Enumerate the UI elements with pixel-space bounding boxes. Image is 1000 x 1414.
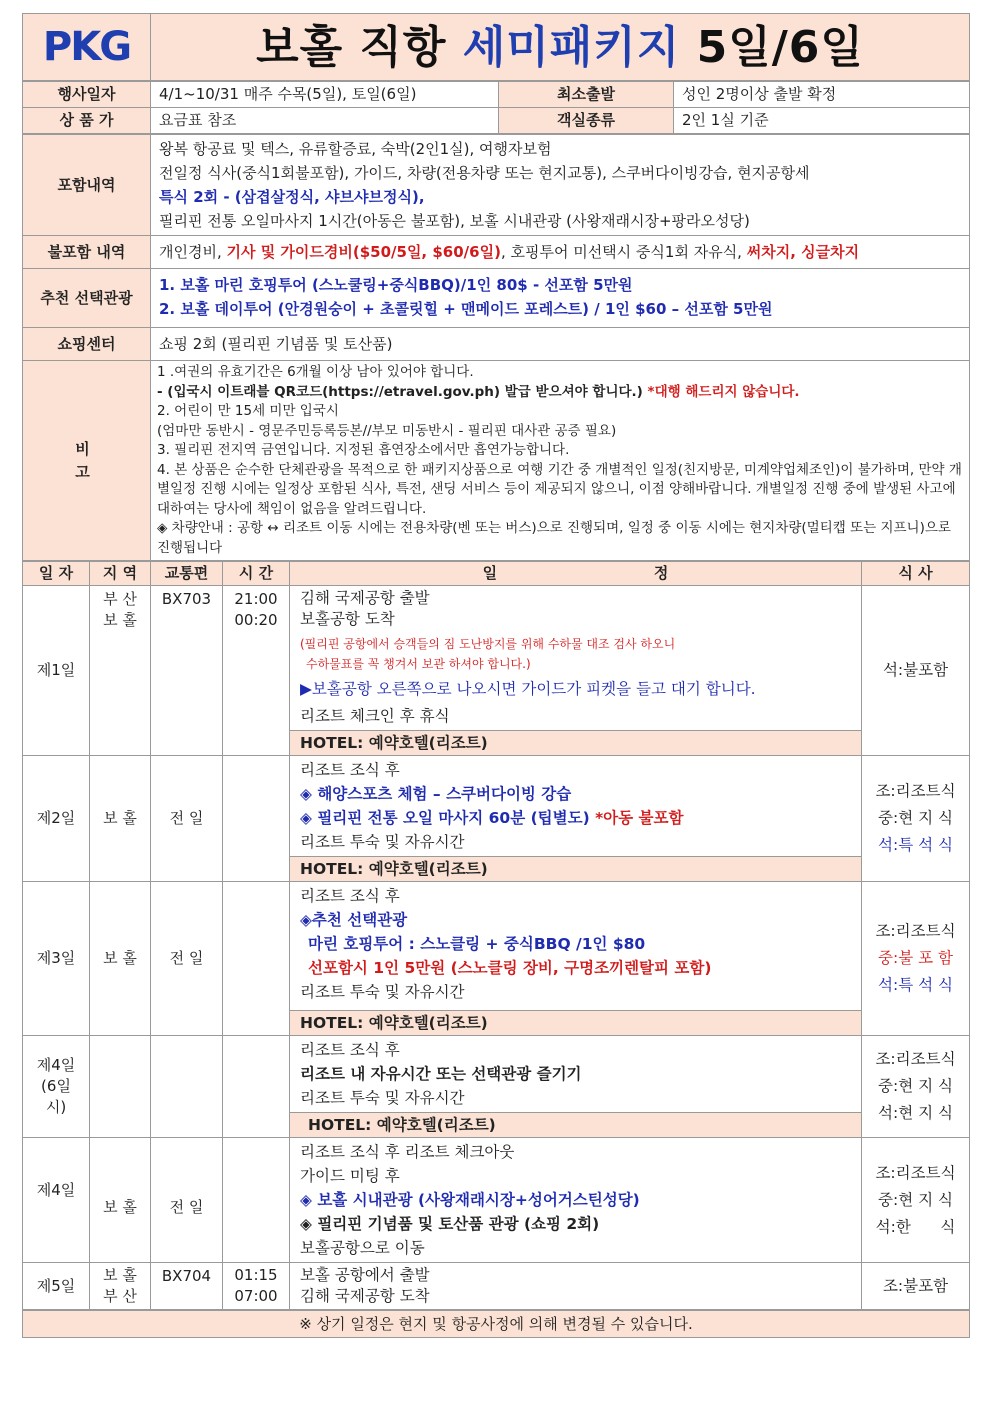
region-name: 보 홀 bbox=[103, 611, 137, 629]
min-departure-label: 최소출발 bbox=[499, 82, 674, 108]
meal-breakfast: 조:리조트식 bbox=[875, 922, 956, 940]
meal-breakfast: 조:리조트식 bbox=[875, 1163, 956, 1182]
region-name: 보 홀 bbox=[90, 1138, 151, 1263]
day-label: 제4일 bbox=[23, 1138, 90, 1263]
schedule-cell bbox=[290, 1138, 862, 1263]
day-label: 제3일 bbox=[23, 882, 90, 1036]
day-label bbox=[23, 1036, 90, 1138]
day-label: 제1일 bbox=[23, 586, 90, 756]
region-cell bbox=[90, 1263, 151, 1310]
remark-line: 3. 필리핀 전지역 금연입니다. 지정된 흡연장소에서만 흡연가능합니다. bbox=[157, 442, 570, 458]
time-value: 01:15 bbox=[234, 1266, 278, 1284]
schedule-line: 리조트 내 자유시간 또는 선택관광 즐기기 bbox=[300, 1065, 582, 1083]
schedule-cell bbox=[290, 1036, 862, 1138]
schedule-cell bbox=[290, 1263, 862, 1310]
meal-dinner: 석:현 지 식 bbox=[878, 1104, 953, 1122]
day-label: 제2일 bbox=[23, 756, 90, 882]
brand-logo: PKG bbox=[23, 14, 151, 81]
time-cell bbox=[223, 1138, 290, 1263]
schedule-cell bbox=[290, 586, 862, 756]
schedule-line: 김해 국제공항 출발 bbox=[300, 589, 430, 607]
details-table bbox=[22, 134, 970, 561]
time-value: 00:20 bbox=[234, 611, 278, 629]
day-label: 제5일 bbox=[23, 1263, 90, 1310]
meal-lunch: 중:현 지 식 bbox=[878, 809, 953, 827]
col-meal: 식 사 bbox=[862, 562, 970, 586]
day-number: 제4일 bbox=[36, 1056, 76, 1074]
schedule-line: 리조트 조식 후 bbox=[300, 1041, 400, 1059]
time-cell bbox=[223, 756, 290, 882]
schedule-line: 김해 국제공항 도착 bbox=[300, 1287, 430, 1305]
col-time: 시 간 bbox=[223, 562, 290, 586]
title-table bbox=[22, 13, 970, 81]
meal-breakfast: 조:리조트식 bbox=[875, 1050, 956, 1068]
included-special-meal: 특식 2회 - (삼겹살정식, 샤브샤브정식), bbox=[159, 188, 425, 206]
hotel-info: HOTEL: 예약호텔(리조트) bbox=[290, 856, 861, 881]
hotel-info: HOTEL: 예약호텔(리조트) bbox=[290, 730, 861, 755]
remarks-label: 비 고 bbox=[23, 361, 151, 561]
schedule-line: 리조트 투숙 및 자유시간 bbox=[300, 983, 465, 1001]
excluded-value bbox=[151, 236, 970, 269]
itinerary-sheet bbox=[22, 13, 970, 1338]
flight-number: BX703 bbox=[151, 586, 223, 756]
schedule-line bbox=[300, 806, 851, 830]
optional-tour-item: 1. 보홀 마린 호핑투어 (스노쿨링+중식BBQ)/1인 80$ - 선포함 5만원 bbox=[159, 276, 633, 294]
region-name: 부 산 bbox=[103, 590, 137, 608]
col-schedule: 일 정 bbox=[290, 562, 862, 586]
title-part-c: 5일/6일 bbox=[680, 21, 864, 73]
hopping-tour-info: 마린 호핑투어 : 스노클링 + 중식BBQ /1인 $80 bbox=[308, 935, 646, 953]
price-label: 상 품 가 bbox=[23, 108, 151, 134]
col-day: 일 자 bbox=[23, 562, 90, 586]
region-name: 보 홀 bbox=[103, 1266, 137, 1284]
meal-cell: 석:불포함 bbox=[862, 586, 970, 756]
region-name: 부 산 bbox=[103, 1287, 137, 1305]
optional-tour-label: 추천 선택관광 bbox=[23, 269, 151, 328]
time-cell bbox=[223, 586, 290, 756]
schedule-cell bbox=[290, 882, 862, 1036]
meal-cell bbox=[862, 882, 970, 1036]
schedule-row-day2 bbox=[23, 756, 970, 882]
excluded-guide-fee: 기사 및 가이드경비($50/5일, $60/6일) bbox=[226, 242, 501, 261]
schedule-header bbox=[23, 562, 970, 586]
baggage-notice: (필리핀 공항에서 승객들의 짐 도난방지를 위해 수하물 대조 검사 하오니 bbox=[300, 637, 676, 651]
meal-dinner: 석:한 식 bbox=[875, 1217, 956, 1236]
optional-tour-item: 2. 보홀 데이투어 (안경원숭이 + 초콜릿힐 + 맨메이드 포레스트) / 1인 $60 – 선포함 5만원 bbox=[159, 300, 773, 318]
remark-line: (엄마만 동반시 - 영문주민등록등본//부모 미동반시 - 필리핀 대사관 공증 필요) bbox=[157, 422, 617, 439]
remark-etravel: - (입국시 이트래블 QR코드(https://etravel.gov.ph) 발급 받으셔야 합니다.) bbox=[157, 383, 648, 400]
included-label: 포함내역 bbox=[23, 135, 151, 236]
schedule-line: 리조트 조식 후 리조트 체크아웃 bbox=[300, 1143, 515, 1161]
excluded-part: , 호핑투어 미선택시 중식1회 자유식, bbox=[500, 242, 747, 261]
remark-no-agency: *대행 해드리지 않습니다. bbox=[647, 383, 800, 400]
schedule-line: 보홀공항으로 이동 bbox=[300, 1239, 425, 1257]
region-name: 보 홀 bbox=[90, 756, 151, 882]
remark-line: ◈ 차량안내 : 공항 ↔ 리조트 이동 시에는 전용차량(벤 또는 버스)으로 진행되며, 일정 중 이동 시에는 현지차량(멀티캡 또는 지프니)으로 진행됩니다 bbox=[157, 520, 951, 556]
schedule-line: 리조트 체크인 후 휴식 bbox=[300, 707, 450, 725]
time-cell bbox=[223, 1263, 290, 1310]
room-value: 2인 1실 기준 bbox=[674, 108, 970, 134]
transport-value: 전 일 bbox=[151, 756, 223, 882]
optional-tour-value bbox=[151, 269, 970, 328]
schedule-line: 가이드 미팅 후 bbox=[300, 1167, 400, 1185]
schedule-highlight: ◈ 필리핀 전통 오일 마사지 60분 (팁별도) bbox=[300, 809, 596, 827]
schedule-cell bbox=[290, 756, 862, 882]
meal-cell: 조:불포함 bbox=[862, 1263, 970, 1310]
transport-value: 전 일 bbox=[151, 1138, 223, 1263]
schedule-highlight: ◈ 보홀 시내관광 (사왕재래시장+성어거스틴성당) bbox=[300, 1191, 640, 1209]
date-value: 4/1~10/31 매주 수목(5일), 토일(6일) bbox=[151, 82, 499, 108]
time-value: 21:00 bbox=[234, 590, 278, 608]
title-part-a: 보홀 직항 bbox=[256, 21, 463, 73]
schedule-row-day5 bbox=[23, 1263, 970, 1310]
meal-dinner: 석:특 석 식 bbox=[878, 976, 953, 994]
baggage-notice: 수하물표를 꼭 챙겨서 보관 하셔야 합니다.) bbox=[306, 657, 531, 671]
included-line: 전일정 식사(중식1회불포함), 가이드, 차량(전용차량 또는 현지교통), 스쿠버다이빙강습, 현지공항세 bbox=[159, 164, 810, 182]
time-cell bbox=[223, 882, 290, 1036]
included-line: 왕복 항공료 및 텍스, 유류할증료, 숙박(2인1실), 여행자보험 bbox=[159, 140, 552, 158]
footer-notice: ※ 상기 일정은 현지 및 항공사정에 의해 변경될 수 있습니다. bbox=[23, 1311, 970, 1338]
schedule-line: 리조트 투숙 및 자유시간 bbox=[300, 1089, 465, 1107]
day-subnote: (6일시) bbox=[41, 1077, 71, 1116]
price-value: 요금표 참조 bbox=[151, 108, 499, 134]
schedule-highlight: ◈ 해양스포츠 체험 – 스쿠버다이빙 강습 bbox=[300, 785, 572, 803]
schedule-line: 리조트 조식 후 bbox=[300, 761, 400, 779]
hotel-info: HOTEL: 예약호텔(리조트) bbox=[290, 1010, 861, 1035]
meal-cell bbox=[862, 1036, 970, 1138]
schedule-line: 리조트 조식 후 bbox=[300, 887, 400, 905]
meal-lunch: 중:불 포 함 bbox=[878, 949, 953, 967]
region-cell bbox=[90, 586, 151, 756]
schedule-row-day4 bbox=[23, 1138, 970, 1263]
remark-line: 1 .여권의 유효기간은 6개월 이상 남아 있어야 합니다. bbox=[157, 364, 474, 380]
time-cell bbox=[223, 1036, 290, 1138]
flight-number: BX704 bbox=[151, 1263, 223, 1310]
hotel-info: HOTEL: 예약호텔(리조트) bbox=[290, 1112, 861, 1137]
remarks-value bbox=[151, 361, 970, 561]
col-region: 지 역 bbox=[90, 562, 151, 586]
region-name: 보 홀 bbox=[90, 882, 151, 1036]
min-departure-value: 성인 2명이상 출발 확정 bbox=[674, 82, 970, 108]
schedule-highlight: ◈추천 선택관광 bbox=[300, 911, 408, 929]
schedule-row-day4-six-day bbox=[23, 1036, 970, 1138]
excluded-label: 불포함 내역 bbox=[23, 236, 151, 269]
page-title bbox=[151, 14, 970, 81]
meal-breakfast: 조:리조트식 bbox=[875, 782, 956, 800]
meal-cell bbox=[862, 756, 970, 882]
transport-value: 전 일 bbox=[151, 882, 223, 1036]
remark-line bbox=[157, 383, 963, 403]
col-transport: 교통편 bbox=[151, 562, 223, 586]
schedule-line: 보홀공항 도착 bbox=[300, 610, 395, 628]
title-part-b: 세미패키지 bbox=[462, 21, 681, 73]
info-table bbox=[22, 81, 970, 134]
excluded-part: 개인경비, bbox=[159, 242, 227, 261]
child-excluded-note: *아동 불포함 bbox=[595, 809, 684, 827]
room-label: 객실종류 bbox=[499, 108, 674, 134]
hopping-tour-prepaid: 선포함시 1인 5만원 (스노클링 장비, 구명조끼렌탈피 포함) bbox=[308, 959, 712, 977]
guide-meeting-notice: ▶보홀공항 오른쪽으로 나오시면 가이드가 피켓을 들고 대기 합니다. bbox=[300, 680, 756, 698]
shopping-label: 쇼핑센터 bbox=[23, 328, 151, 361]
time-value: 07:00 bbox=[234, 1287, 278, 1305]
shopping-value: 쇼핑 2회 (필리핀 기념품 및 토산품) bbox=[151, 328, 970, 361]
region-cell bbox=[90, 1036, 151, 1138]
included-line: 필리핀 전통 오일마사지 1시간(아동은 불포함), 보홀 시내관광 (사왕재래시장+팡라오성당) bbox=[159, 212, 750, 230]
date-label: 행사일자 bbox=[23, 82, 151, 108]
footer-table bbox=[22, 1310, 970, 1338]
transport-cell bbox=[151, 1036, 223, 1138]
schedule-line: 보홀 공항에서 출발 bbox=[300, 1266, 430, 1284]
schedule-table bbox=[22, 561, 970, 1310]
meal-cell bbox=[862, 1138, 970, 1263]
schedule-row-day1 bbox=[23, 586, 970, 756]
remark-line: 2. 어린이 만 15세 미만 입국시 bbox=[157, 403, 339, 419]
excluded-surcharge: 써차지, 싱글차지 bbox=[746, 242, 860, 261]
schedule-row-day3 bbox=[23, 882, 970, 1036]
remark-line: 4. 본 상품은 순수한 단체관광을 목적으로 한 패키지상품으로 여행 기간 중 개별적인 일정(친지방문, 미계약업체조인)이 불가하며, 만약 개별일정 진행 시에는 일정상 포함된 식사, 특전, 샌딩 서비스 등이 제공되지 않으니, 이점 양해바랍니다. 개별일정 진행 중에 발생된 사고에 대하여는 당사에 책임이 없음을 알려드립니다. bbox=[157, 461, 962, 517]
shopping-schedule: ◈ 필리핀 기념품 및 토산품 관광 (쇼핑 2회) bbox=[300, 1215, 600, 1233]
meal-dinner: 석:특 석 식 bbox=[878, 836, 953, 854]
schedule-line: 리조트 투숙 및 자유시간 bbox=[300, 833, 465, 851]
meal-lunch: 중:현 지 식 bbox=[878, 1077, 953, 1095]
meal-lunch: 중:현 지 식 bbox=[878, 1190, 953, 1209]
included-value bbox=[151, 135, 970, 236]
